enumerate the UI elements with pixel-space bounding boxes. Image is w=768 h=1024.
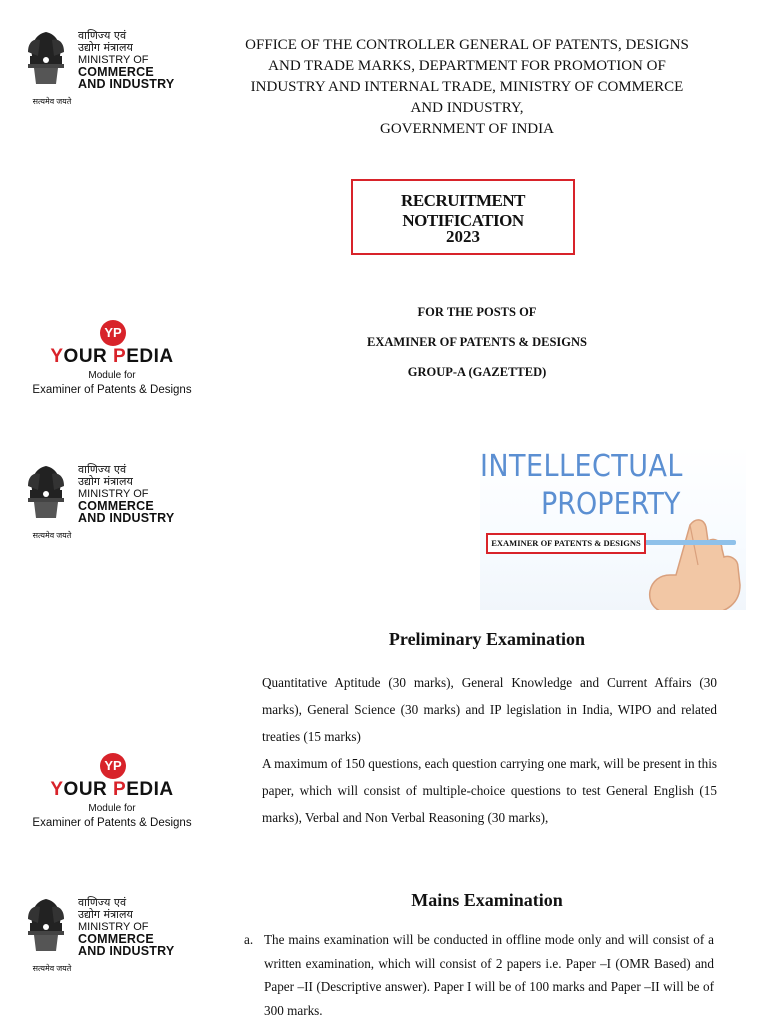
header-line: GOVERNMENT OF INDIA: [380, 121, 554, 137]
ashoka-emblem-icon: [22, 460, 70, 522]
office-header: [222, 35, 712, 140]
yourpedia-logo: [22, 320, 202, 404]
header-line: AND TRADE MARKS, DEPARTMENT FOR PROMOTION OF: [268, 58, 666, 74]
ashoka-emblem-icon: [22, 893, 70, 955]
list-marker: a.: [244, 932, 254, 947]
yp-module: Module for: [88, 370, 136, 381]
ministry-logo: [22, 893, 202, 979]
ministry-hindi-2: उद्योग मंत्रालय: [78, 908, 133, 921]
ministry-motto: सत्यमेव जयते: [32, 964, 72, 973]
header-line: AND INDUSTRY,: [410, 100, 524, 116]
intellectual-property-image: [480, 445, 746, 610]
yourpedia-logo: [22, 753, 202, 837]
pen-icon: [644, 540, 736, 545]
ministry-industry: AND INDUSTRY: [78, 77, 175, 91]
ip-title-2: PROPERTY: [541, 487, 681, 522]
ministry-hindi-1: वाणिज्य एवं: [78, 463, 127, 476]
ministry-logo: [22, 26, 202, 112]
posts-line-1: FOR THE POSTS OF: [417, 305, 537, 319]
ministry-hindi-2: उद्योग मंत्रालय: [78, 475, 133, 488]
prelims-para-2: A maximum of 150 questions, each question carrying one mark, will be present in this paper, which will consist of multiple-choice questions to test General English (15 marks), Verbal and Non Verbal Reasoning (30 marks),: [262, 756, 717, 825]
yp-badge-icon: YP: [100, 320, 126, 346]
ip-title-1: INTELLECTUAL: [480, 449, 683, 484]
yp-name: YOUR PEDIA: [50, 346, 174, 367]
prelims-para-1: Quantitative Aptitude (30 marks), General Knowledge and Current Affairs (30 marks), General Science (30 marks) and IP legislation in India, WIPO and related treaties (15 marks): [262, 675, 717, 744]
hand-icon: [630, 505, 746, 610]
ministry-industry: AND INDUSTRY: [78, 944, 175, 958]
yp-exam: Examiner of Patents & Designs: [32, 384, 192, 396]
yp-badge-icon: YP: [100, 753, 126, 779]
ministry-logo: [22, 460, 202, 546]
yp-exam: Examiner of Patents & Designs: [32, 817, 192, 829]
ministry-industry: AND INDUSTRY: [78, 511, 175, 525]
ministry-of: MINISTRY OF: [78, 921, 149, 933]
ministry-commerce: COMMERCE: [78, 499, 154, 513]
header-line: INDUSTRY AND INTERNAL TRADE, MINISTRY OF COMMERCE: [250, 79, 684, 95]
posts-line-3: GROUP-A (GAZETTED): [407, 365, 547, 379]
ministry-commerce: COMMERCE: [78, 65, 154, 79]
ministry-motto: सत्यमेव जयते: [32, 97, 72, 106]
ministry-hindi-1: वाणिज्य एवं: [78, 29, 127, 42]
ministry-of: MINISTRY OF: [78, 54, 149, 66]
yp-module: Module for: [88, 803, 136, 814]
ministry-commerce: COMMERCE: [78, 932, 154, 946]
mains-item-text: The mains examination will be conducted in offline mode only and will consist of a written examination, which will consist of 2 papers i.e. Paper –I (OMR Based) and Paper –II (Descriptive answer). Paper I will be of 100 marks and Paper –II will be of 300 marks.: [264, 932, 714, 1018]
ministry-of: MINISTRY OF: [78, 488, 149, 500]
prelims-heading: Preliminary Examination: [388, 629, 586, 649]
yp-name: YOUR PEDIA: [50, 779, 174, 800]
posts-line-2: EXAMINER OF PATENTS & DESIGNS: [367, 335, 587, 349]
header-line: OFFICE OF THE CONTROLLER GENERAL OF PATENTS, DESIGNS: [245, 37, 689, 53]
recruitment-notification-box: [351, 179, 575, 255]
ministry-text: [78, 464, 174, 524]
ministry-text: [78, 30, 174, 90]
notification-year: 2023: [446, 227, 480, 246]
ministry-motto: सत्यमेव जयते: [32, 531, 72, 540]
notification-title: RECRUITMENT NOTIFICATION: [401, 191, 525, 230]
mains-heading: Mains Examination: [411, 890, 563, 910]
ministry-hindi-1: वाणिज्य एवं: [78, 896, 127, 909]
ashoka-emblem-icon: [22, 26, 70, 88]
ministry-text: [78, 897, 174, 957]
ministry-hindi-2: उद्योग मंत्रालय: [78, 41, 133, 54]
ip-stamp: EXAMINER OF PATENTS & DESIGNS: [486, 533, 646, 554]
